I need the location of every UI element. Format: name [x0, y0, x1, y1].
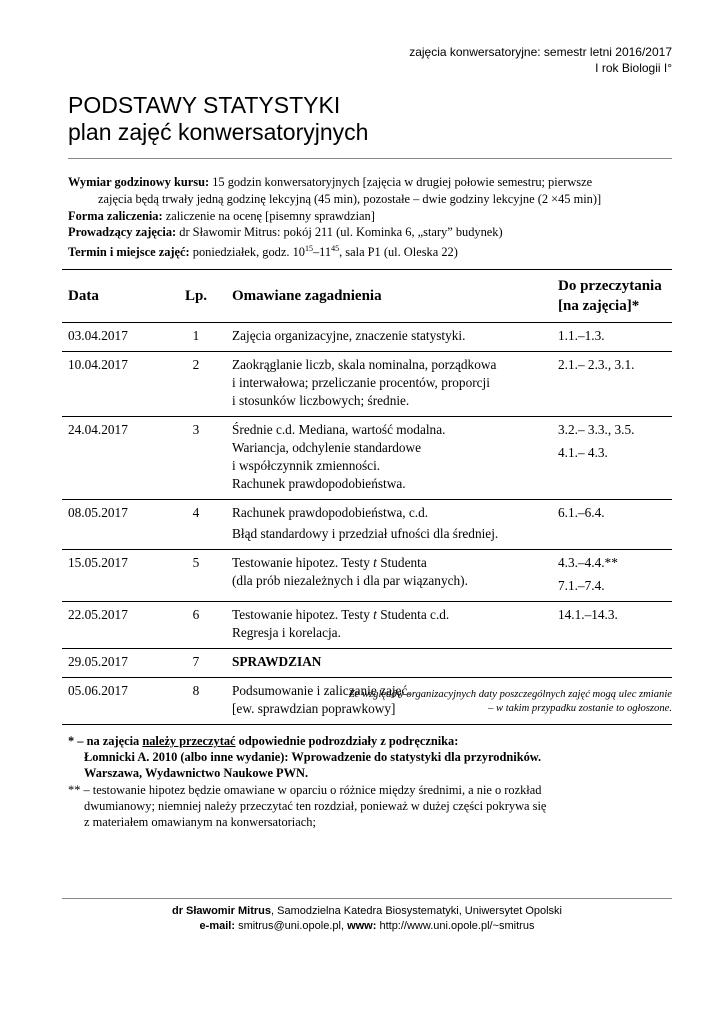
- cell-lp: 7: [168, 649, 224, 678]
- credit-label: Forma zaliczenia:: [68, 208, 163, 223]
- course-header: [409, 44, 672, 76]
- schedule-note-line1: Ze względów organizacyjnych daty poszczególnych zajęć mogą ulec zmianie: [348, 689, 672, 700]
- table-row: [62, 417, 672, 500]
- term-label: Termin i miejsce zajęć:: [68, 245, 190, 260]
- reading-line: 14.1.–14.3.: [558, 607, 618, 622]
- topic-line: Rachunek prawdopodobieństwa, c.d.: [232, 505, 429, 520]
- footnote-star-post: odpowiednie podrozdziały z podręcznika:: [235, 734, 459, 748]
- course-info: [68, 174, 688, 261]
- topic-line: Wariancja, odchylenie standardowe: [232, 440, 422, 455]
- topic-line: Średnie c.d. Mediana, wartość modalna.: [232, 422, 446, 437]
- term-sup2: 45: [331, 244, 340, 254]
- page-title: [68, 92, 368, 146]
- term-sup1: 15: [304, 244, 313, 254]
- term-pre: poniedziałek, godz. 10: [189, 245, 305, 260]
- header-topic: Omawiane zagadnienia: [224, 270, 550, 323]
- hours-text2: zajęcia będą trwały jedną godzinę lekcyjną (45 min), pozostałe – dwie godziny lekcyjne (2 ×45 min)]: [98, 191, 602, 206]
- www-link[interactable]: http://www.uni.opole.pl/~smitrus: [376, 920, 535, 932]
- hours-text1: 15 godzin konwersatoryjnych [zajęcia w drugiej połowie semestru; pierwsze: [209, 175, 593, 189]
- cell-date: 08.05.2017: [62, 500, 168, 550]
- page-title-line1: PODSTAWY STATYSTYKI: [68, 92, 341, 118]
- course-header-line2: I rok Biologii I°: [595, 61, 672, 75]
- schedule-note: [349, 688, 672, 716]
- cell-reading: [550, 352, 672, 417]
- table-row: [62, 649, 672, 678]
- cell-lp: 8: [168, 678, 224, 725]
- topic-line: [232, 606, 550, 624]
- reading-line: 6.1.–6.4.: [558, 505, 605, 520]
- cell-topic: [224, 352, 550, 417]
- cell-lp: 2: [168, 352, 224, 417]
- cell-reading: [550, 550, 672, 602]
- table-header-row: [62, 270, 672, 323]
- table-row: [62, 352, 672, 417]
- table-row: [62, 602, 672, 649]
- reading-line: 7.1.–7.4.: [558, 578, 605, 593]
- cell-reading: [550, 323, 672, 352]
- topic-line: Podsumowanie i zaliczanie zajęć.: [232, 683, 411, 698]
- cell-reading: [550, 500, 672, 550]
- cell-date: 05.06.2017: [62, 678, 168, 725]
- term-post: , sala P1 (ul. Oleska 22): [339, 245, 458, 260]
- topic-line: i stosunków liczbowych; średnie.: [232, 393, 410, 408]
- term-info: [68, 241, 688, 261]
- hours-label: Wymiar godzinowy kursu:: [68, 175, 210, 189]
- topic-line: i współczynnik zmienności.: [232, 458, 381, 473]
- topic-exam: SPRAWDZIAN: [232, 654, 322, 669]
- email-link[interactable]: smitrus@uni.opole.pl,: [235, 920, 348, 932]
- topic-line: Zajęcia organizacyjne, znaczenie statystyki.: [232, 328, 466, 343]
- contact-affiliation: , Samodzielna Katedra Biosystematyki, Uniwersytet Opolski: [271, 905, 563, 917]
- cell-lp: 1: [168, 323, 224, 352]
- cell-reading: [550, 602, 672, 649]
- reading-line: 1.1.–1.3.: [558, 328, 605, 343]
- footnote-dstar1: ** – testowanie hipotez będzie omawiane w oparciu o różnice między średnimi, a nie o rozkład: [68, 782, 542, 797]
- title-divider: [68, 158, 672, 159]
- cell-date: 10.04.2017: [62, 352, 168, 417]
- credit-text: zaliczenie na ocenę [pisemny sprawdzian]: [162, 208, 375, 223]
- cell-topic: [224, 550, 550, 602]
- header-reading-line1: Do przeczytania: [558, 278, 662, 294]
- reading-line: 4.3.–4.4.**: [558, 555, 618, 570]
- contact-line2: [62, 919, 672, 934]
- topic-line: Regresja i korelacja.: [232, 625, 341, 640]
- footnote-star-underline: należy przeczytać: [142, 734, 236, 748]
- topic-italic: t: [373, 607, 377, 622]
- schedule-table: [62, 269, 672, 725]
- lecturer-label: Prowadzący zajęcia:: [68, 225, 177, 240]
- lecturer-info: [68, 224, 688, 241]
- cell-date: 24.04.2017: [62, 417, 168, 500]
- contact-footer: [62, 898, 672, 934]
- header-reading-line2: [na zajęcia]*: [558, 298, 640, 314]
- topic-line: [ew. sprawdzian poprawkowy]: [232, 701, 396, 716]
- cell-lp: 5: [168, 550, 224, 602]
- topic-line: (dla prób niezależnych i dla par wiązanych).: [232, 573, 468, 588]
- credit-info: [68, 208, 688, 225]
- topic-line: [232, 554, 550, 572]
- topic-text: Testowanie hipotez. Testy: [232, 607, 374, 622]
- footnote-star-pre: * – na zajęcia: [68, 734, 143, 748]
- cell-topic: [224, 649, 550, 678]
- page-title-line2: plan zajęć konwersatoryjnych: [68, 119, 369, 145]
- cell-topic: [224, 417, 550, 500]
- cell-date: 22.05.2017: [62, 602, 168, 649]
- footnotes: [68, 733, 708, 830]
- footnote-book1: Łomnicki A. 2010 (albo inne wydanie): Wprowadzenie do statystyki dla przyrodników.: [84, 750, 542, 765]
- footnote-dstar2: dwumianowy; niemniej należy przeczytać ten rozdział, ponieważ w dużej części pokrywa się: [84, 798, 547, 813]
- lecturer-text: dr Sławomir Mitrus: pokój 211 (ul. Kominka 6, „stary” budynek): [176, 225, 503, 240]
- reading-line: 4.1.– 4.3.: [558, 445, 608, 460]
- table-row: [62, 500, 672, 550]
- cell-topic: [224, 500, 550, 550]
- term-dash: –11: [312, 245, 332, 260]
- cell-topic: [224, 602, 550, 649]
- footnote-star: [68, 733, 708, 749]
- contact-name: dr Sławomir Mitrus: [171, 905, 271, 917]
- reading-line: 3.2.– 3.3., 3.5.: [558, 422, 635, 437]
- header-reading: [550, 270, 672, 323]
- footnote-dstar3: z materiałem omawianym na konwersatoriach;: [84, 815, 316, 830]
- header-lp: Lp.: [168, 270, 224, 323]
- topic-line: Błąd standardowy i przedział ufności dla średniej.: [232, 526, 499, 541]
- topic-line: i interwałowa; przeliczanie procentów, proporcji: [232, 375, 490, 390]
- cell-topic: [224, 323, 550, 352]
- cell-lp: 4: [168, 500, 224, 550]
- schedule-note-line2: – w takim przypadku zostanie to ogłoszone.: [488, 703, 672, 714]
- reading-line: 2.1.– 2.3., 3.1.: [558, 357, 635, 372]
- cell-date: 29.05.2017: [62, 649, 168, 678]
- cell-date: 15.05.2017: [62, 550, 168, 602]
- topic-text: Studenta: [376, 555, 427, 570]
- cell-reading: [550, 649, 672, 678]
- contact-line1: [62, 904, 672, 919]
- footnote-book2: Warszawa, Wydawnictwo Naukowe PWN.: [84, 766, 309, 781]
- table-row: [62, 550, 672, 602]
- course-header-line1: zajęcia konwersatoryjne: semestr letni 2016/2017: [409, 45, 672, 59]
- topic-italic: t: [373, 555, 377, 570]
- hours-info: [68, 174, 688, 191]
- cell-lp: 6: [168, 602, 224, 649]
- topic-text: Studenta c.d.: [376, 607, 450, 622]
- cell-date: 03.04.2017: [62, 323, 168, 352]
- cell-lp: 3: [168, 417, 224, 500]
- topic-line: Rachunek prawdopodobieństwa.: [232, 476, 406, 491]
- topic-line: Zaokrąglanie liczb, skala nominalna, porządkowa: [232, 357, 497, 372]
- email-label: e-mail:: [199, 920, 236, 932]
- cell-reading: [550, 417, 672, 500]
- table-row: [62, 323, 672, 352]
- topic-text: Testowanie hipotez. Testy: [232, 555, 374, 570]
- www-label: www:: [347, 920, 377, 932]
- header-date: Data: [62, 270, 168, 323]
